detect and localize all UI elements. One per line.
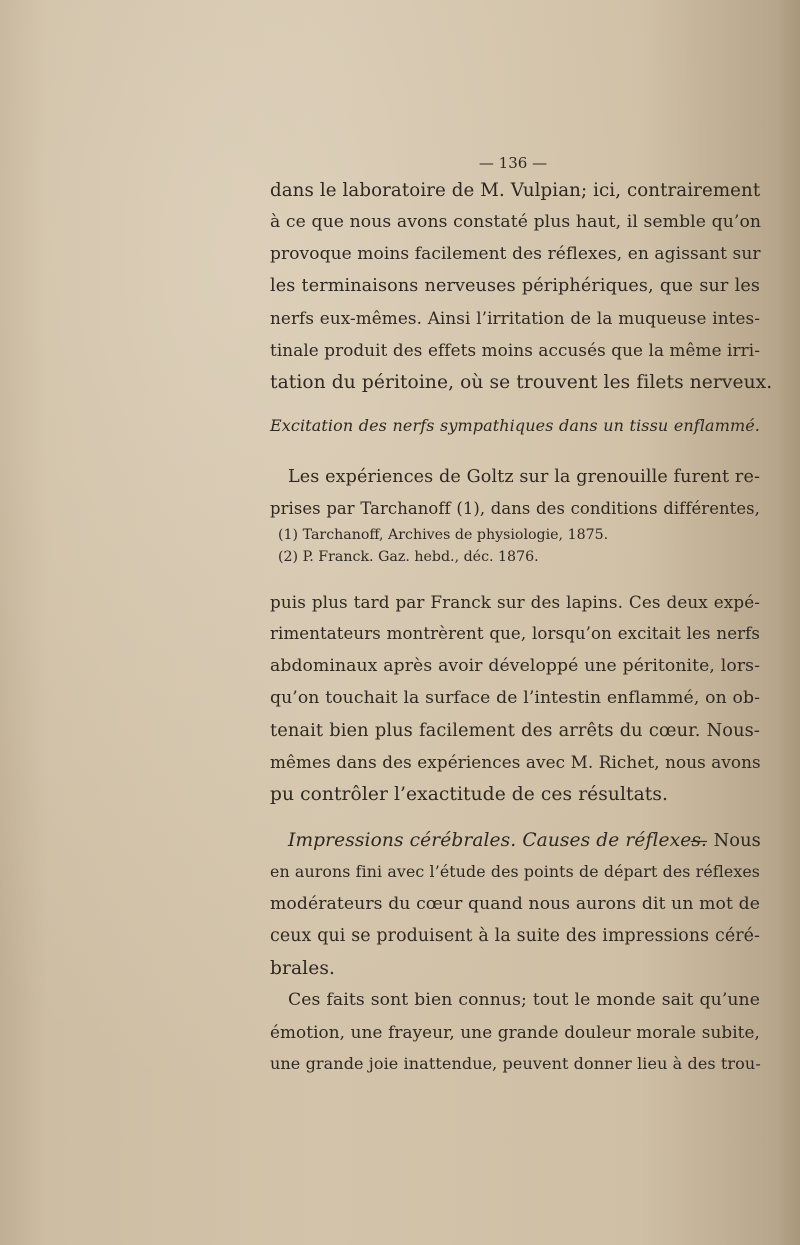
text-line: dans le laboratoire de M. Vulpian; ici, contrairement — [270, 180, 761, 201]
text-line: rimentateurs montrèrent que, lorsqu’on excitait les nerfs — [270, 624, 760, 643]
text-line: Les expériences de Goltz sur la grenouille furent re- — [288, 467, 760, 487]
text-line: ceux qui se produisent à la suite des impressions céré- — [270, 926, 760, 946]
footnote: (2) P. Franck. Gaz. hebd., déc. 1876. — [278, 549, 539, 565]
text-line: en aurons fini avec l’étude des points de départ des réflexes — [270, 862, 760, 881]
text-line: nerfs eux-mêmes. Ainsi l’irritation de la muqueuse intes- — [270, 308, 760, 328]
text-line: Ces faits sont bien connus; tout le monde sait qu’une — [288, 990, 760, 1010]
text-line: tation du péritoine, où se trouvent les filets nerveux. — [270, 372, 773, 393]
text-line: tinale produit des effets moins accusés que la même irri- — [270, 340, 760, 360]
section-heading: Impressions cérébrales. Causes de réflexes. — [288, 830, 707, 851]
text-line: brales. — [270, 958, 335, 979]
section-heading: Excitation des nerfs sympathiques dans un tissu enflammé. — [270, 416, 760, 435]
text-line: provoque moins facilement des réflexes, en agissant sur — [270, 244, 761, 264]
text-line: qu’on touchait la surface de l’intestin enflammé, on ob- — [270, 688, 760, 708]
text-line: mêmes dans des expériences avec M. Richet, nous avons — [270, 752, 761, 772]
text-line: émotion, une frayeur, une grande douleur morale subite, — [270, 1022, 760, 1042]
text-line: puis plus tard par Franck sur des lapins. Ces deux expé- — [270, 592, 760, 612]
text-line: prises par Tarchanoff (1), dans des conditions différentes, — [270, 499, 760, 518]
text-line: une grande joie inattendue, peuvent donner lieu à des trou- — [270, 1054, 761, 1073]
text-line: abdominaux après avoir développé une péritonite, lors- — [270, 656, 760, 676]
text-line: les terminaisons nerveuses périphériques, que sur les — [270, 276, 760, 296]
text-line: tenait bien plus facilement des arrêts du cœur. Nous- — [270, 720, 760, 741]
text-line: à ce que nous avons constaté plus haut, il semble qu’on — [270, 212, 762, 232]
text-line: — Nous — [690, 830, 761, 851]
footnote: (1) Tarchanoff, Archives de physiologie, 1875. — [278, 527, 609, 543]
page-number: — 136 — — [478, 154, 548, 172]
text-line: pu contrôler l’exactitude de ces résultats. — [270, 784, 669, 805]
text-line: modérateurs du cœur quand nous aurons dit un mot de — [270, 894, 760, 914]
